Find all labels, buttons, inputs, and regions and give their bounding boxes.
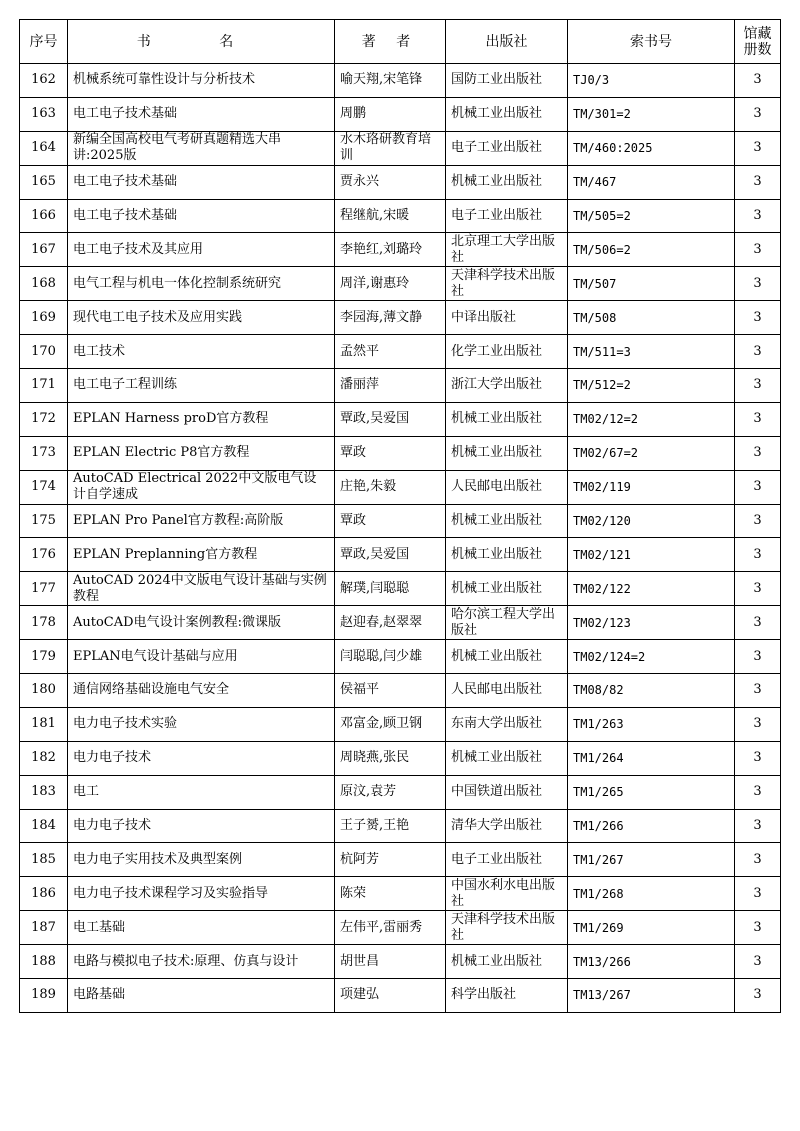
cell-author: 解璞,闫聪聪	[335, 572, 446, 606]
cell-book-title: 电工电子技术基础	[68, 199, 335, 233]
cell-author: 杭阿芳	[335, 843, 446, 877]
cell-book-title: 电工电子技术及其应用	[68, 233, 335, 267]
cell-serial-number: 186	[20, 877, 68, 911]
cell-author: 程继航,宋暖	[335, 199, 446, 233]
cell-copies: 3	[735, 436, 781, 470]
cell-call-number: TM13/267	[568, 979, 735, 1013]
cell-author: 王子赟,王艳	[335, 809, 446, 843]
cell-serial-number: 176	[20, 538, 68, 572]
cell-copies: 3	[735, 572, 781, 606]
cell-book-title: 电工电子技术基础	[68, 97, 335, 131]
cell-serial-number: 169	[20, 301, 68, 335]
cell-book-title: AutoCAD 2024中文版电气设计基础与实例教程	[68, 572, 335, 606]
table-row	[20, 369, 781, 403]
cell-serial-number: 171	[20, 369, 68, 403]
cell-serial-number: 179	[20, 640, 68, 674]
cell-copies: 3	[735, 301, 781, 335]
cell-call-number: TM02/120	[568, 504, 735, 538]
cell-copies: 3	[735, 335, 781, 369]
cell-serial-number: 185	[20, 843, 68, 877]
cell-publisher: 机械工业出版社	[446, 945, 568, 979]
cell-call-number: TM1/266	[568, 809, 735, 843]
cell-serial-number: 173	[20, 436, 68, 470]
cell-copies: 3	[735, 945, 781, 979]
header-book-title: 书 名	[68, 20, 335, 64]
cell-copies: 3	[735, 741, 781, 775]
cell-copies: 3	[735, 165, 781, 199]
cell-publisher: 机械工业出版社	[446, 436, 568, 470]
table-row	[20, 165, 781, 199]
header-row	[20, 20, 781, 64]
cell-serial-number: 164	[20, 131, 68, 165]
cell-book-title: 通信网络基础设施电气安全	[68, 674, 335, 708]
cell-copies: 3	[735, 267, 781, 301]
cell-book-title: AutoCAD Electrical 2022中文版电气设计自学速成	[68, 470, 335, 504]
cell-author: 贾永兴	[335, 165, 446, 199]
cell-author: 覃政,吴爱国	[335, 402, 446, 436]
cell-call-number: TM13/266	[568, 945, 735, 979]
cell-serial-number: 172	[20, 402, 68, 436]
cell-author: 赵迎春,赵翠翠	[335, 606, 446, 640]
cell-book-title: 电力电子技术实验	[68, 707, 335, 741]
cell-serial-number: 183	[20, 775, 68, 809]
cell-publisher: 北京理工大学出版社	[446, 233, 568, 267]
cell-author: 覃政	[335, 436, 446, 470]
cell-serial-number: 170	[20, 335, 68, 369]
table-row	[20, 436, 781, 470]
cell-publisher: 机械工业出版社	[446, 640, 568, 674]
cell-call-number: TM02/119	[568, 470, 735, 504]
cell-serial-number: 166	[20, 199, 68, 233]
cell-copies: 3	[735, 64, 781, 98]
cell-copies: 3	[735, 979, 781, 1013]
table-row	[20, 64, 781, 98]
cell-author: 李艳红,刘璐玲	[335, 233, 446, 267]
cell-serial-number: 175	[20, 504, 68, 538]
cell-copies: 3	[735, 233, 781, 267]
table-row	[20, 674, 781, 708]
cell-publisher: 人民邮电出版社	[446, 470, 568, 504]
cell-copies: 3	[735, 470, 781, 504]
cell-publisher: 哈尔滨工程大学出版社	[446, 606, 568, 640]
cell-copies: 3	[735, 504, 781, 538]
cell-publisher: 国防工业出版社	[446, 64, 568, 98]
cell-book-title: EPLAN Harness proD官方教程	[68, 402, 335, 436]
cell-publisher: 科学出版社	[446, 979, 568, 1013]
book-catalog-table	[19, 19, 781, 1013]
cell-author: 侯福平	[335, 674, 446, 708]
cell-serial-number: 181	[20, 707, 68, 741]
cell-call-number: TM02/123	[568, 606, 735, 640]
table-body	[20, 64, 781, 1013]
cell-call-number: TJ0/3	[568, 64, 735, 98]
table-row	[20, 233, 781, 267]
cell-book-title: 机械系统可靠性设计与分析技术	[68, 64, 335, 98]
cell-book-title: AutoCAD电气设计案例教程:微课版	[68, 606, 335, 640]
cell-publisher: 天津科学技术出版社	[446, 911, 568, 945]
cell-publisher: 机械工业出版社	[446, 504, 568, 538]
header-copies-line2: 册数	[743, 41, 772, 58]
cell-book-title: 电力电子技术	[68, 809, 335, 843]
cell-book-title: EPLAN Electric P8官方教程	[68, 436, 335, 470]
cell-publisher: 中国铁道出版社	[446, 775, 568, 809]
table-row	[20, 843, 781, 877]
cell-copies: 3	[735, 131, 781, 165]
cell-author: 胡世昌	[335, 945, 446, 979]
cell-book-title: EPLAN Preplanning官方教程	[68, 538, 335, 572]
cell-publisher: 电子工业出版社	[446, 131, 568, 165]
cell-publisher: 天津科学技术出版社	[446, 267, 568, 301]
table-row	[20, 945, 781, 979]
cell-publisher: 清华大学出版社	[446, 809, 568, 843]
cell-author: 覃政,吴爱国	[335, 538, 446, 572]
cell-author: 喻天翔,宋笔锋	[335, 64, 446, 98]
cell-author: 覃政	[335, 504, 446, 538]
table-row	[20, 301, 781, 335]
cell-serial-number: 177	[20, 572, 68, 606]
cell-author: 庄艳,朱毅	[335, 470, 446, 504]
cell-copies: 3	[735, 775, 781, 809]
cell-publisher: 机械工业出版社	[446, 741, 568, 775]
cell-book-title: 电工电子工程训练	[68, 369, 335, 403]
table-row	[20, 402, 781, 436]
table-header	[20, 20, 781, 64]
cell-call-number: TM/512=2	[568, 369, 735, 403]
cell-copies: 3	[735, 369, 781, 403]
cell-book-title: 电力电子实用技术及典型案例	[68, 843, 335, 877]
cell-publisher: 电子工业出版社	[446, 843, 568, 877]
cell-call-number: TM02/124=2	[568, 640, 735, 674]
cell-serial-number: 168	[20, 267, 68, 301]
cell-book-title: 电路与模拟电子技术:原理、仿真与设计	[68, 945, 335, 979]
cell-publisher: 中译出版社	[446, 301, 568, 335]
cell-author: 项建弘	[335, 979, 446, 1013]
cell-copies: 3	[735, 843, 781, 877]
table-row	[20, 979, 781, 1013]
cell-publisher: 人民邮电出版社	[446, 674, 568, 708]
cell-publisher: 东南大学出版社	[446, 707, 568, 741]
table-row	[20, 470, 781, 504]
cell-publisher: 机械工业出版社	[446, 538, 568, 572]
cell-call-number: TM1/264	[568, 741, 735, 775]
cell-copies: 3	[735, 674, 781, 708]
cell-book-title: 电工基础	[68, 911, 335, 945]
cell-serial-number: 188	[20, 945, 68, 979]
cell-serial-number: 167	[20, 233, 68, 267]
header-copies-line1: 馆藏	[743, 25, 772, 42]
table-row	[20, 97, 781, 131]
cell-publisher: 浙江大学出版社	[446, 369, 568, 403]
cell-copies: 3	[735, 809, 781, 843]
cell-call-number: TM/508	[568, 301, 735, 335]
cell-book-title: 电气工程与机电一体化控制系统研究	[68, 267, 335, 301]
cell-call-number: TM1/265	[568, 775, 735, 809]
table-row	[20, 911, 781, 945]
cell-copies: 3	[735, 707, 781, 741]
cell-publisher: 中国水利水电出版社	[446, 877, 568, 911]
cell-call-number: TM/460:2025	[568, 131, 735, 165]
cell-publisher: 机械工业出版社	[446, 165, 568, 199]
cell-book-title: 现代电工电子技术及应用实践	[68, 301, 335, 335]
cell-author: 潘丽萍	[335, 369, 446, 403]
cell-call-number: TM/505=2	[568, 199, 735, 233]
cell-copies: 3	[735, 538, 781, 572]
cell-serial-number: 163	[20, 97, 68, 131]
cell-serial-number: 180	[20, 674, 68, 708]
cell-book-title: 新编全国高校电气考研真题精选大串讲:2025版	[68, 131, 335, 165]
table-row	[20, 606, 781, 640]
cell-author: 周鹏	[335, 97, 446, 131]
cell-serial-number: 178	[20, 606, 68, 640]
cell-call-number: TM08/82	[568, 674, 735, 708]
cell-copies: 3	[735, 640, 781, 674]
cell-call-number: TM1/268	[568, 877, 735, 911]
cell-serial-number: 182	[20, 741, 68, 775]
cell-author: 陈荣	[335, 877, 446, 911]
cell-copies: 3	[735, 877, 781, 911]
cell-serial-number: 189	[20, 979, 68, 1013]
header-publisher: 出版社	[446, 20, 568, 64]
cell-book-title: 电力电子技术课程学习及实验指导	[68, 877, 335, 911]
cell-author: 李园海,薄文静	[335, 301, 446, 335]
table-row	[20, 877, 781, 911]
cell-serial-number: 187	[20, 911, 68, 945]
table-row	[20, 809, 781, 843]
table-row	[20, 538, 781, 572]
cell-author: 周洋,谢惠玲	[335, 267, 446, 301]
cell-author: 水木珞研教育培训	[335, 131, 446, 165]
table-row	[20, 741, 781, 775]
cell-book-title: 电力电子技术	[68, 741, 335, 775]
cell-serial-number: 174	[20, 470, 68, 504]
table-row	[20, 504, 781, 538]
cell-call-number: TM02/121	[568, 538, 735, 572]
cell-author: 左伟平,雷丽秀	[335, 911, 446, 945]
cell-call-number: TM02/122	[568, 572, 735, 606]
cell-copies: 3	[735, 402, 781, 436]
cell-publisher: 机械工业出版社	[446, 402, 568, 436]
table-row	[20, 572, 781, 606]
cell-serial-number: 165	[20, 165, 68, 199]
cell-copies: 3	[735, 911, 781, 945]
table-row	[20, 707, 781, 741]
cell-call-number: TM/507	[568, 267, 735, 301]
header-author: 著 者	[335, 20, 446, 64]
cell-author: 邓富金,顾卫钢	[335, 707, 446, 741]
cell-serial-number: 162	[20, 64, 68, 98]
cell-call-number: TM/301=2	[568, 97, 735, 131]
cell-author: 原汶,袁芳	[335, 775, 446, 809]
cell-book-title: EPLAN Pro Panel官方教程:高阶版	[68, 504, 335, 538]
cell-publisher: 化学工业出版社	[446, 335, 568, 369]
cell-copies: 3	[735, 199, 781, 233]
table-row	[20, 335, 781, 369]
table-row	[20, 199, 781, 233]
header-serial-number: 序号	[20, 20, 68, 64]
cell-book-title: 电工电子技术基础	[68, 165, 335, 199]
cell-book-title: 电工	[68, 775, 335, 809]
cell-copies: 3	[735, 97, 781, 131]
cell-author: 孟然平	[335, 335, 446, 369]
header-call-number: 索书号	[568, 20, 735, 64]
cell-serial-number: 184	[20, 809, 68, 843]
cell-book-title: 电路基础	[68, 979, 335, 1013]
cell-copies: 3	[735, 606, 781, 640]
cell-book-title: 电工技术	[68, 335, 335, 369]
cell-publisher: 机械工业出版社	[446, 572, 568, 606]
cell-call-number: TM1/269	[568, 911, 735, 945]
header-copies	[735, 20, 781, 64]
table-row	[20, 267, 781, 301]
cell-publisher: 电子工业出版社	[446, 199, 568, 233]
cell-call-number: TM/511=3	[568, 335, 735, 369]
cell-publisher: 机械工业出版社	[446, 97, 568, 131]
cell-call-number: TM1/267	[568, 843, 735, 877]
table-row	[20, 640, 781, 674]
cell-call-number: TM02/67=2	[568, 436, 735, 470]
table-row	[20, 775, 781, 809]
cell-call-number: TM02/12=2	[568, 402, 735, 436]
table-row	[20, 131, 781, 165]
cell-call-number: TM/506=2	[568, 233, 735, 267]
cell-call-number: TM/467	[568, 165, 735, 199]
cell-call-number: TM1/263	[568, 707, 735, 741]
cell-author: 闫聪聪,闫少雄	[335, 640, 446, 674]
cell-book-title: EPLAN电气设计基础与应用	[68, 640, 335, 674]
cell-author: 周晓燕,张民	[335, 741, 446, 775]
